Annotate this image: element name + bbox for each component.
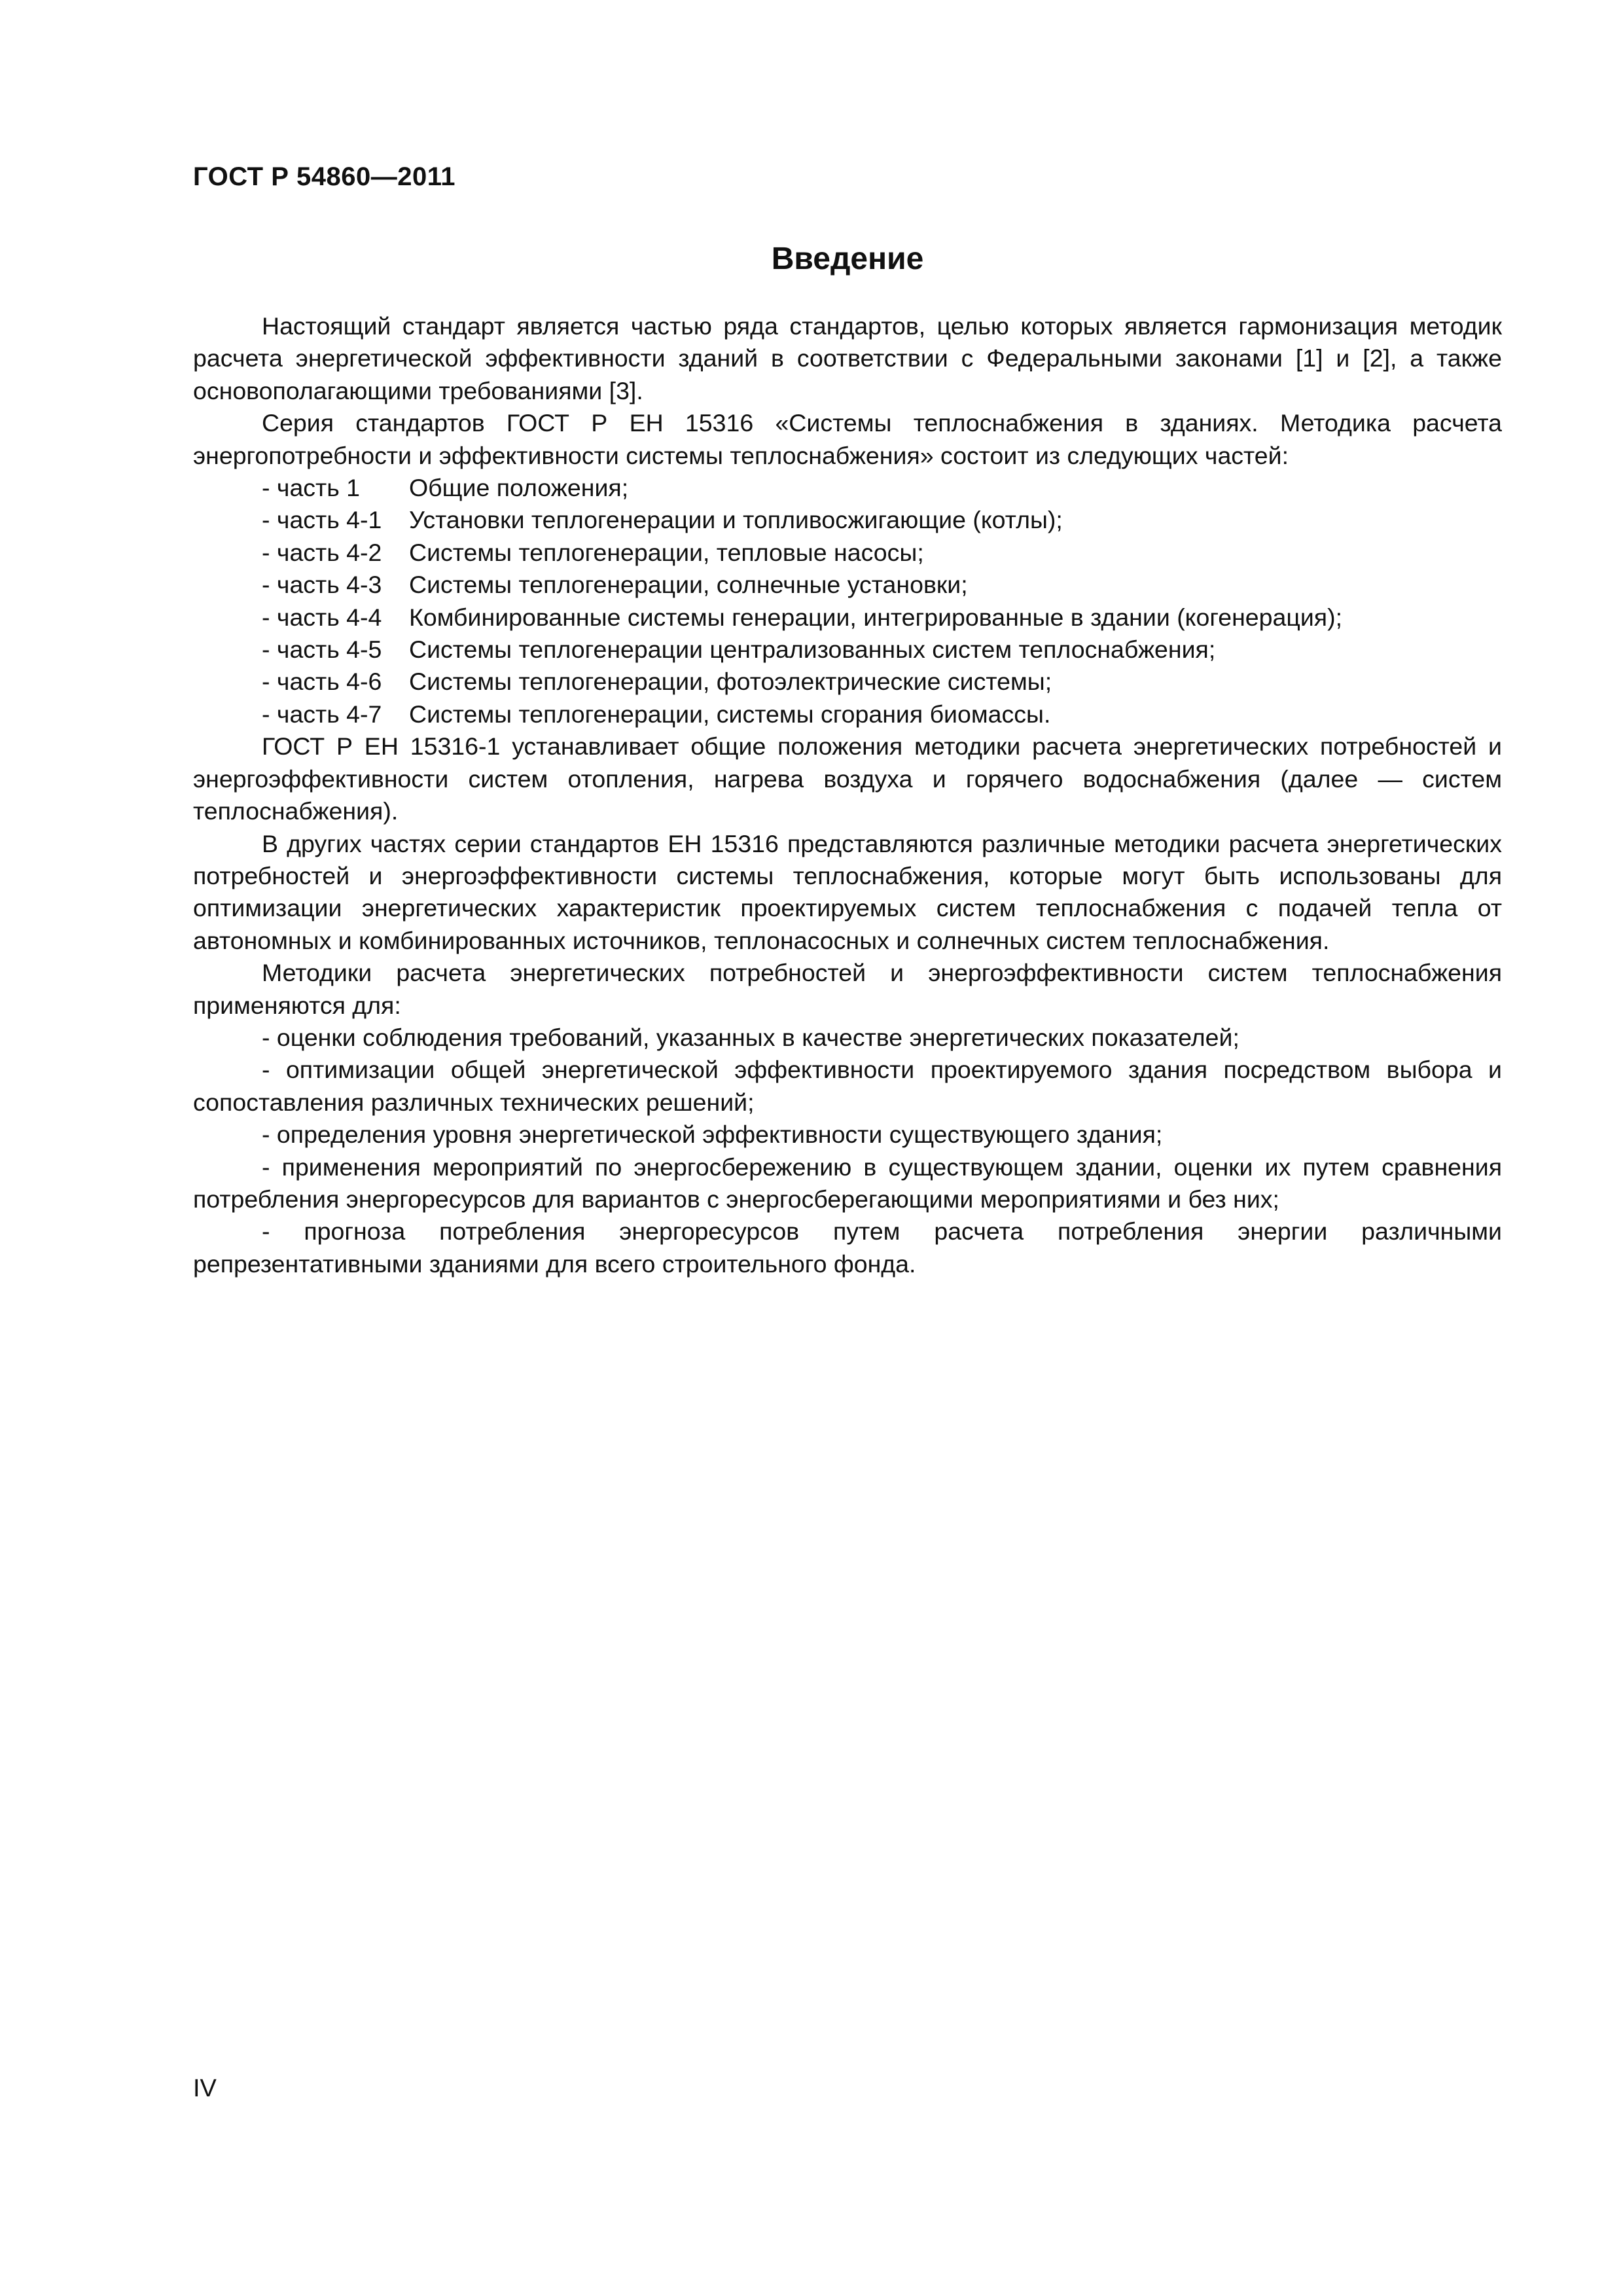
part-title: Системы теплогенерации, тепловые насосы; (409, 538, 924, 566)
paragraph-other-parts: В других частях серии стандартов ЕН 15316 представляются различные методики расчета энергетических потребностей и энергоэффективности системы теплоснабжения, которые могут быть использованы для оптимизации энергетических характеристик проектируемых систем теплоснабжения с подачей тепла от автономных и комбинированных источников, теплонасосных и солнечных систем теплоснабжения. (193, 829, 1502, 954)
list-item (193, 666, 1502, 698)
applications-list (193, 1022, 1502, 1280)
list-item (193, 569, 1502, 601)
part-number: - часть 4-6 (262, 668, 382, 696)
part-number: - часть 4-5 (262, 636, 382, 664)
parts-list (193, 472, 1502, 730)
part-title: Системы теплогенерации, фотоэлектрические системы; (409, 668, 1052, 696)
part-number: - часть 4-7 (262, 700, 382, 728)
part-number: - часть 1 (262, 474, 361, 502)
part-title: Комбинированные системы генерации, интегрированные в здании (когенерация); (409, 603, 1342, 631)
list-item: - оценки соблюдения требований, указанных в качестве энергетических показателей; (262, 1023, 1240, 1051)
part-title: Системы теплогенерации, системы сгорания биомассы. (409, 700, 1051, 728)
intro-paragraph-1: Настоящий стандарт является частью ряда стандартов, целью которых является гармонизация методик расчета энергетической эффективности зданий в соответствии с Федеральными законами [1] и [2], а также основополагающими требованиями [3]. (193, 312, 1502, 404)
page-number: IV (193, 2075, 217, 2102)
list-item (193, 634, 1502, 666)
part-title: Установки теплогенерации и топливосжигающие (котлы); (409, 506, 1063, 534)
list-item: - применения мероприятий по энергосбережению в существующем здании, оценки их путем сравнения потребления энергоресурсов для вариантов с энергосберегающими мероприятиями и без них; (193, 1153, 1502, 1213)
part-number: - часть 4-1 (262, 506, 382, 534)
intro-paragraph-2: Серия стандартов ГОСТ Р ЕН 15316 «Системы теплоснабжения в зданиях. Методика расчета энергопотребности и эффективности системы теплоснабжения» состоит из следующих частей: (193, 409, 1502, 469)
list-item (193, 698, 1502, 730)
document-body (193, 310, 1502, 1280)
section-title: Введение (771, 242, 924, 276)
list-item (193, 472, 1502, 504)
list-item: - определения уровня энергетической эффективности существующего здания; (262, 1121, 1163, 1149)
part-number: - часть 4-3 (262, 571, 382, 599)
list-item (193, 504, 1502, 536)
part-title: Системы теплогенерации централизованных систем теплоснабжения; (409, 636, 1216, 664)
part-number: - часть 4-4 (262, 603, 382, 631)
list-item (193, 537, 1502, 569)
part-title: Системы теплогенерации, солнечные установки; (409, 571, 968, 599)
paragraph-applications-intro: Методики расчета энергетических потребностей и энергоэффективности систем теплоснабжения применяются для: (193, 959, 1502, 1019)
list-item (193, 601, 1502, 634)
list-item: - прогноза потребления энергоресурсов путем расчета потребления энергии различными репрезентативными зданиями для всего строительного фонда. (193, 1217, 1502, 1278)
part-number: - часть 4-2 (262, 538, 382, 566)
part-title: Общие положения; (409, 474, 629, 502)
document-code-header: ГОСТ Р 54860—2011 (193, 162, 455, 191)
paragraph-general-provisions: ГОСТ Р ЕН 15316-1 устанавливает общие положения методики расчета энергетических потребностей и энергоэффективности систем отопления, нагрева воздуха и горячего водоснабжения (далее — систем теплоснабжения). (193, 732, 1502, 825)
list-item: - оптимизации общей энергетической эффективности проектируемого здания посредством выбора и сопоставления различных технических решений; (193, 1056, 1502, 1116)
